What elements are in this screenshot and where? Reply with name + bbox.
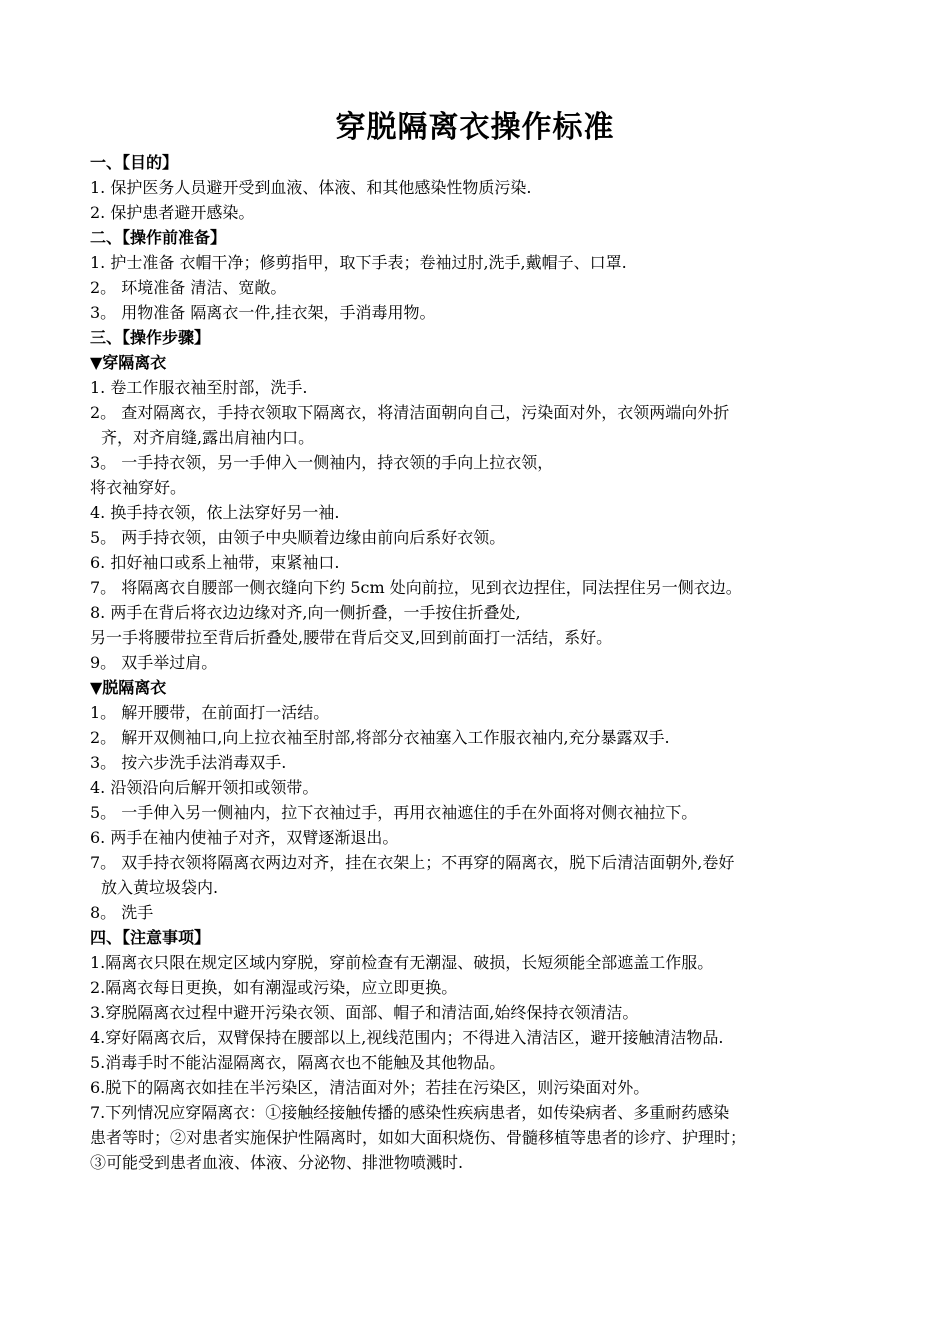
text-line: 将衣袖穿好。 [90,478,187,497]
text-line: 7.下列情况应穿隔离衣：①接触经接触传播的感染性疾病患者，如传染病者、多重耐药感染 [90,1103,730,1122]
text-line: 患者等时；②对患者实施保护性隔离时，如如大面积烧伤、骨髓移植等患者的诊疗、护理时； [90,1128,747,1147]
text-line: 3。 用物准备 隔离衣一件,挂衣架，手消毒用物。 [90,303,436,322]
section-heading: ▼脱隔离衣 [90,678,167,697]
text-line: 2。 查对隔离衣，手持衣领取下隔离衣，将清洁面朝向自己，污染面对外，衣领两端向外折 [90,403,730,422]
section-heading: 三、【操作步骤】 [90,328,211,347]
text-line: 9。 双手举过肩。 [90,653,218,672]
text-line: 3。 按六步洗手法消毒双手. [90,753,287,772]
text-line: 6. 扣好袖口或系上袖带，束紧袖口. [90,553,340,572]
text-line: 另一手将腰带拉至背后折叠处,腰带在背后交叉,回到前面打一活结，系好。 [90,628,613,647]
text-line: 2. 保护患者避开感染。 [90,203,255,222]
text-line: 1. 保护医务人员避开受到血液、体液、和其他感染性物质污染. [90,178,532,197]
text-line: 2。 解开双侧袖口,向上拉衣袖至肘部,将部分衣袖塞入工作服衣袖内,充分暴露双手. [90,728,670,747]
text-line: 齐，对齐肩缝,露出肩袖内口。 [101,428,315,447]
text-line: 6.脱下的隔离衣如挂在半污染区，清洁面对外；若挂在污染区，则污染面对外。 [90,1078,650,1097]
section-heading: 一、【目的】 [90,153,179,172]
text-line: 5。 两手持衣领，由领子中央顺着边缘由前向后系好衣领。 [90,528,506,547]
text-line: 2.隔离衣每日更换，如有潮湿或污染，应立即更换。 [90,978,458,997]
text-line: 4.穿好隔离衣后，双臂保持在腰部以上,视线范围内；不得进入清洁区，避开接触清洁物品. [90,1028,724,1047]
text-line: 6. 两手在袖内使袖子对齐，双臂逐渐退出。 [90,828,399,847]
text-line: 5。 一手伸入另一侧袖内，拉下衣袖过手，再用衣袖遮住的手在外面将对侧衣袖拉下。 [90,803,698,822]
text-line: 8。 洗手 [90,903,154,922]
text-line: 5.消毒手时不能沾湿隔离衣，隔离衣也不能触及其他物品。 [90,1053,506,1072]
section-heading: ▼穿隔离衣 [90,353,167,372]
text-line: 3。 一手持衣领，另一手伸入一侧袖内，持衣领的手向上拉衣领， [90,453,554,472]
text-line: 1. 护士准备 衣帽干净；修剪指甲，取下手表；卷袖过肘,洗手,戴帽子、口罩. [90,253,627,272]
text-line: 4. 换手持衣领，依上法穿好另一袖. [90,503,340,522]
text-line: ③可能受到患者血液、体液、分泌物、排泄物喷溅时. [90,1153,464,1172]
text-line: 3.穿脱隔离衣过程中避开污染衣领、面部、帽子和清洁面,始终保持衣领清洁。 [90,1003,639,1022]
text-line: 2。 环境准备 清洁、宽敞。 [90,278,287,297]
text-line: 1.隔离衣只限在规定区域内穿脱，穿前检查有无潮湿、破损，长短须能全部遮盖工作服。 [90,953,714,972]
text-line: 8. 两手在背后将衣边边缘对齐,向一侧折叠，一手按住折叠处, [90,603,521,622]
section-heading: 二、【操作前准备】 [90,228,227,247]
page-title: 穿脱隔离衣操作标准 [335,110,615,145]
text-line: 1. 卷工作服衣袖至肘部，洗手. [90,378,308,397]
text-line: 放入黄垃圾袋内. [101,878,219,897]
section-heading: 四、【注意事项】 [90,928,211,947]
text-line: 7。 双手持衣领将隔离衣两边对齐，挂在衣架上；不再穿的隔离衣，脱下后清洁面朝外,卷好 [90,853,735,872]
text-line: 4. 沿领沿向后解开领扣或领带。 [90,778,319,797]
document-body [90,150,865,1175]
text-line: 7。 将隔离衣自腰部一侧衣缝向下约 5cm 处向前拉，见到衣边捏住，同法捏住另一侧衣边。 [90,578,742,597]
text-line: 1。 解开腰带，在前面打一活结。 [90,703,330,722]
